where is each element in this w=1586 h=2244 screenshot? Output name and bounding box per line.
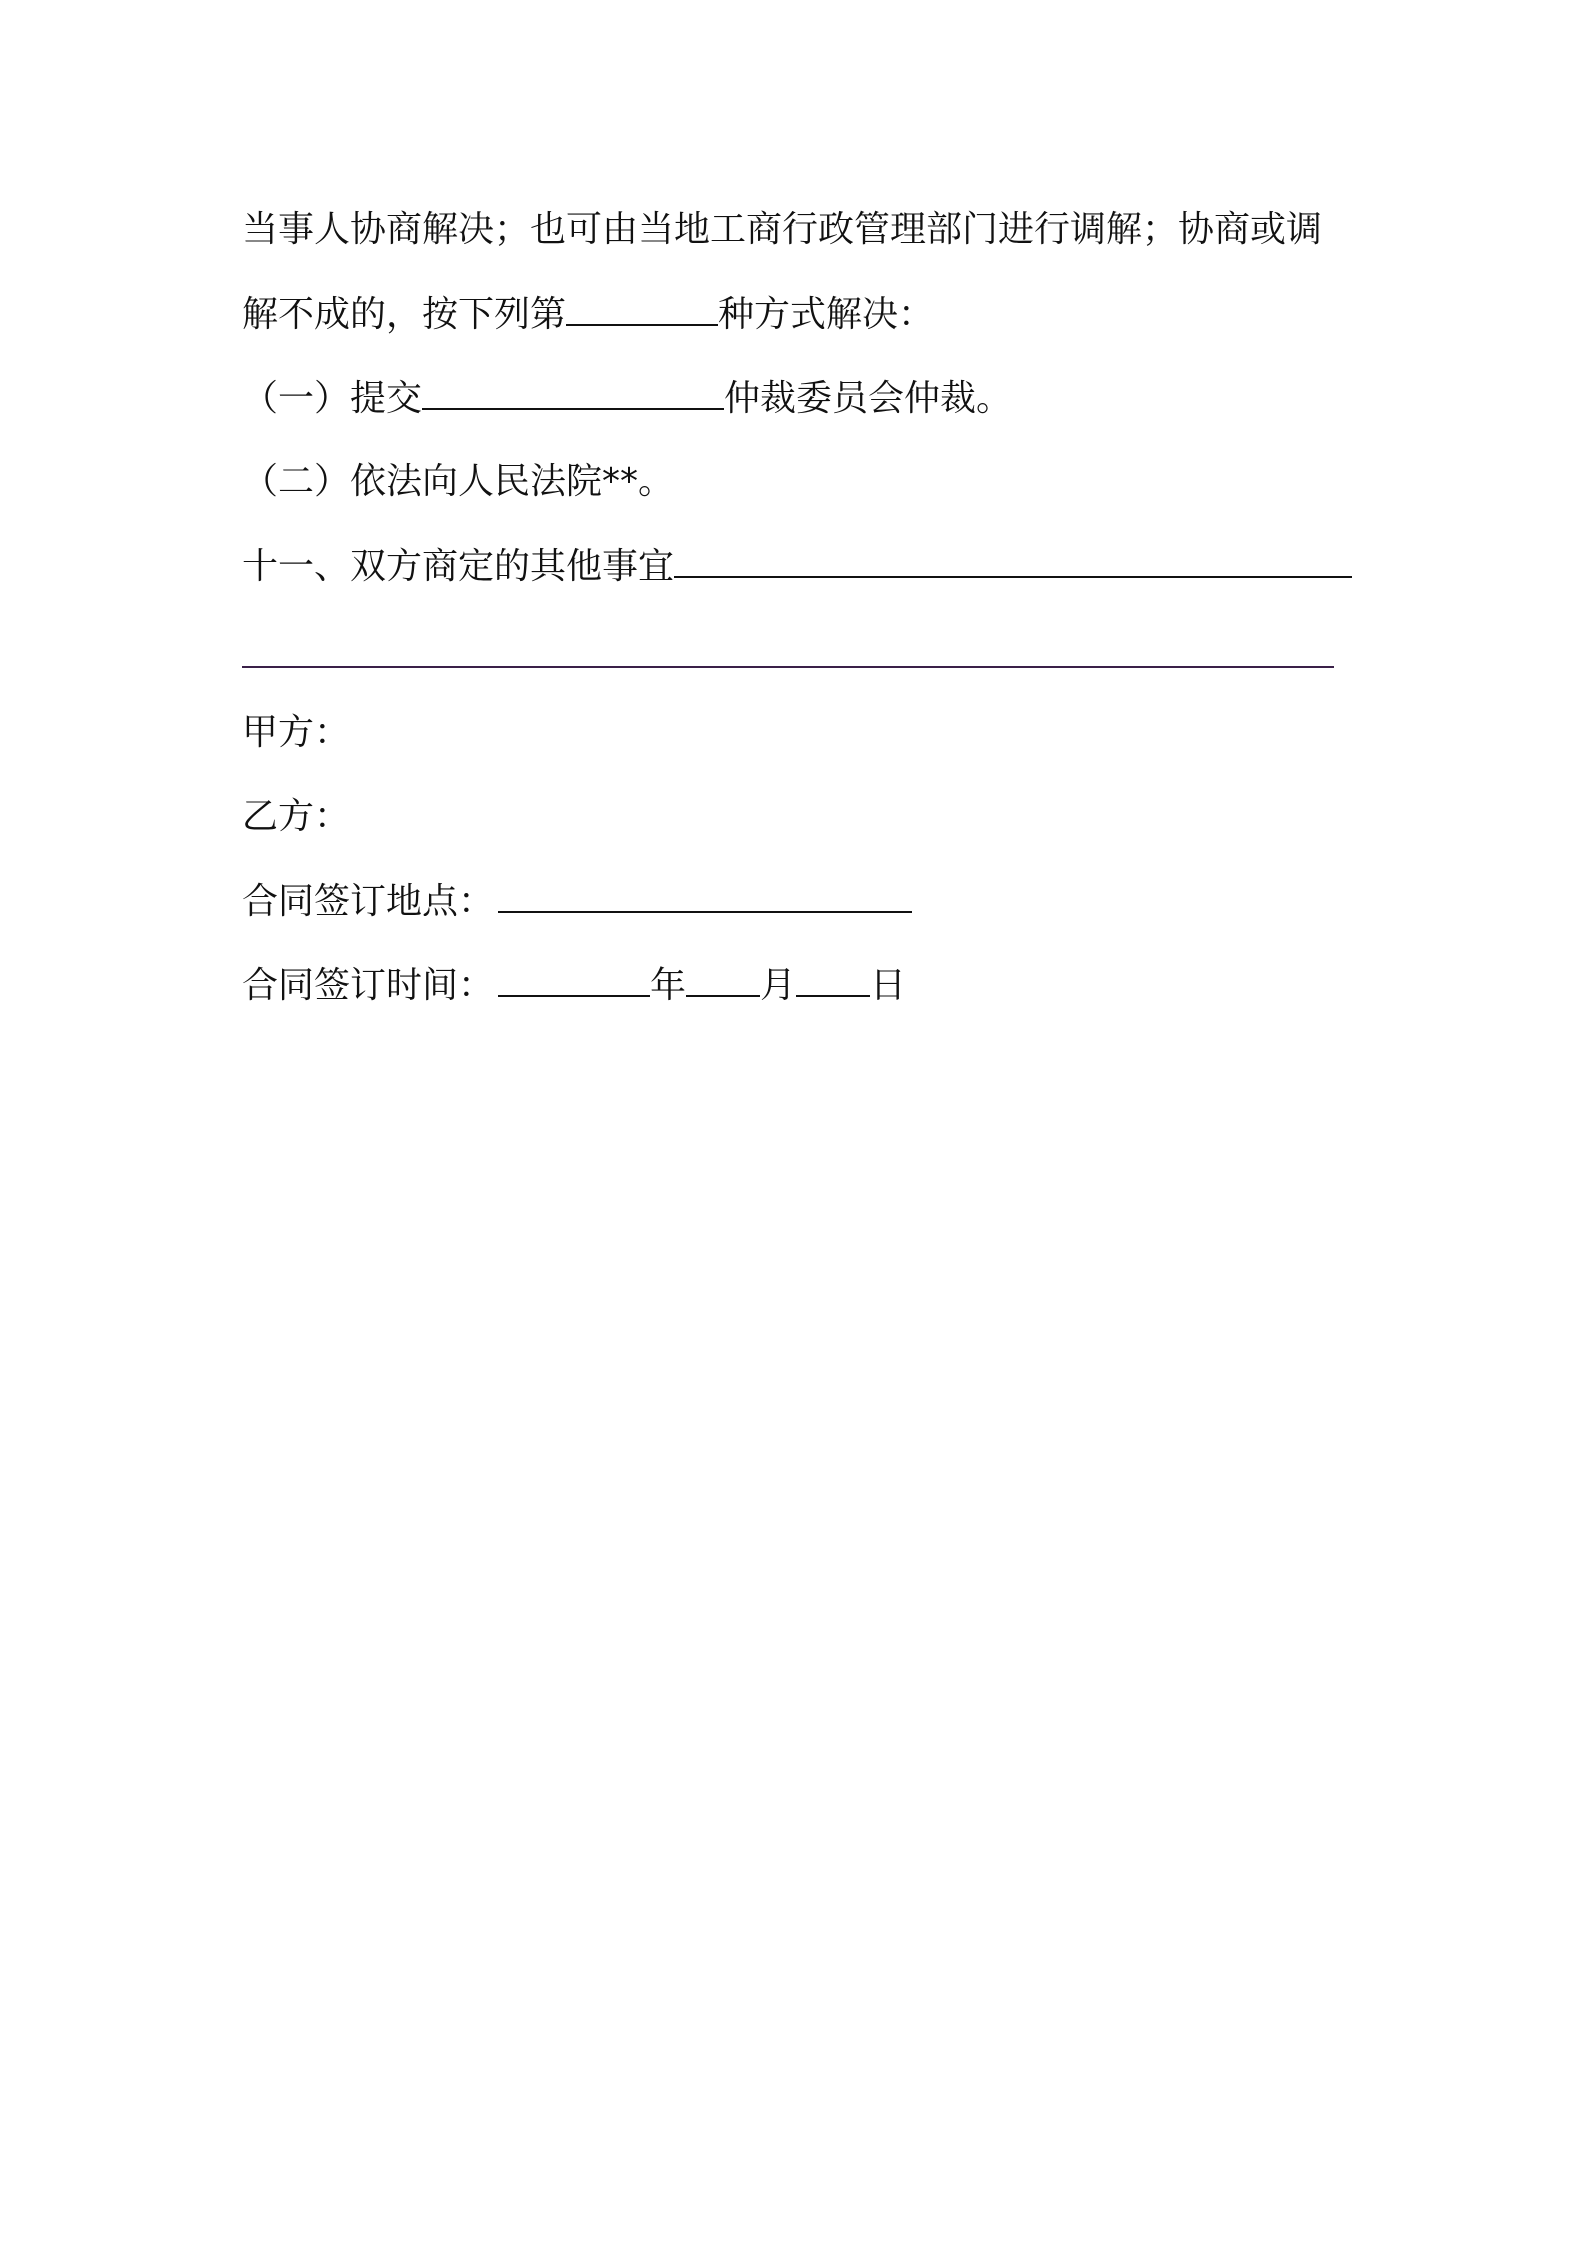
signing-month-blank[interactable]: [686, 961, 760, 997]
signing-year-blank[interactable]: [498, 961, 650, 997]
signing-day-blank[interactable]: [796, 961, 870, 997]
party-b-label: 乙方：: [242, 796, 351, 837]
signing-time-label: 合同签订时间：: [242, 965, 495, 1006]
month-label: 月: [760, 965, 797, 1006]
party-a-label: 甲方：: [242, 712, 351, 753]
option-2-line: [242, 458, 674, 506]
clause-10-line-1: [242, 206, 1322, 254]
option-1-prefix: （一）提交: [242, 378, 423, 419]
option-2-text: （二）依法向人民法院**。: [242, 461, 675, 502]
signing-place-line: [242, 877, 912, 925]
clause-11-text: 十一、双方商定的其他事宜: [242, 546, 675, 587]
arbitration-committee-blank[interactable]: [422, 374, 724, 410]
option-1-suffix: 仲裁委员会仲裁。: [724, 378, 1013, 419]
clause-10-line-1-text: 当事人协商解决；也可由当地工商行政管理部门进行调解；协商或调: [242, 209, 1323, 250]
year-label: 年: [650, 965, 687, 1006]
signing-time-line: [242, 961, 906, 1009]
day-label: 日: [870, 965, 907, 1006]
clause-11-line: [242, 542, 1352, 590]
clause-10-line-2-prefix: 解不成的，按下列第: [242, 294, 567, 335]
party-b-line: [242, 793, 350, 841]
other-matters-blank[interactable]: [674, 542, 1352, 578]
method-number-blank[interactable]: [566, 290, 718, 326]
clause-10-line-2-suffix: 种方式解决：: [718, 294, 935, 335]
party-a-line: [242, 709, 350, 757]
option-1-line: [242, 374, 1012, 422]
signing-place-label: 合同签订地点：: [242, 881, 495, 922]
signing-place-blank[interactable]: [498, 877, 912, 913]
clause-10-line-2: [242, 290, 934, 338]
other-matters-continuation-line[interactable]: [242, 666, 1334, 668]
